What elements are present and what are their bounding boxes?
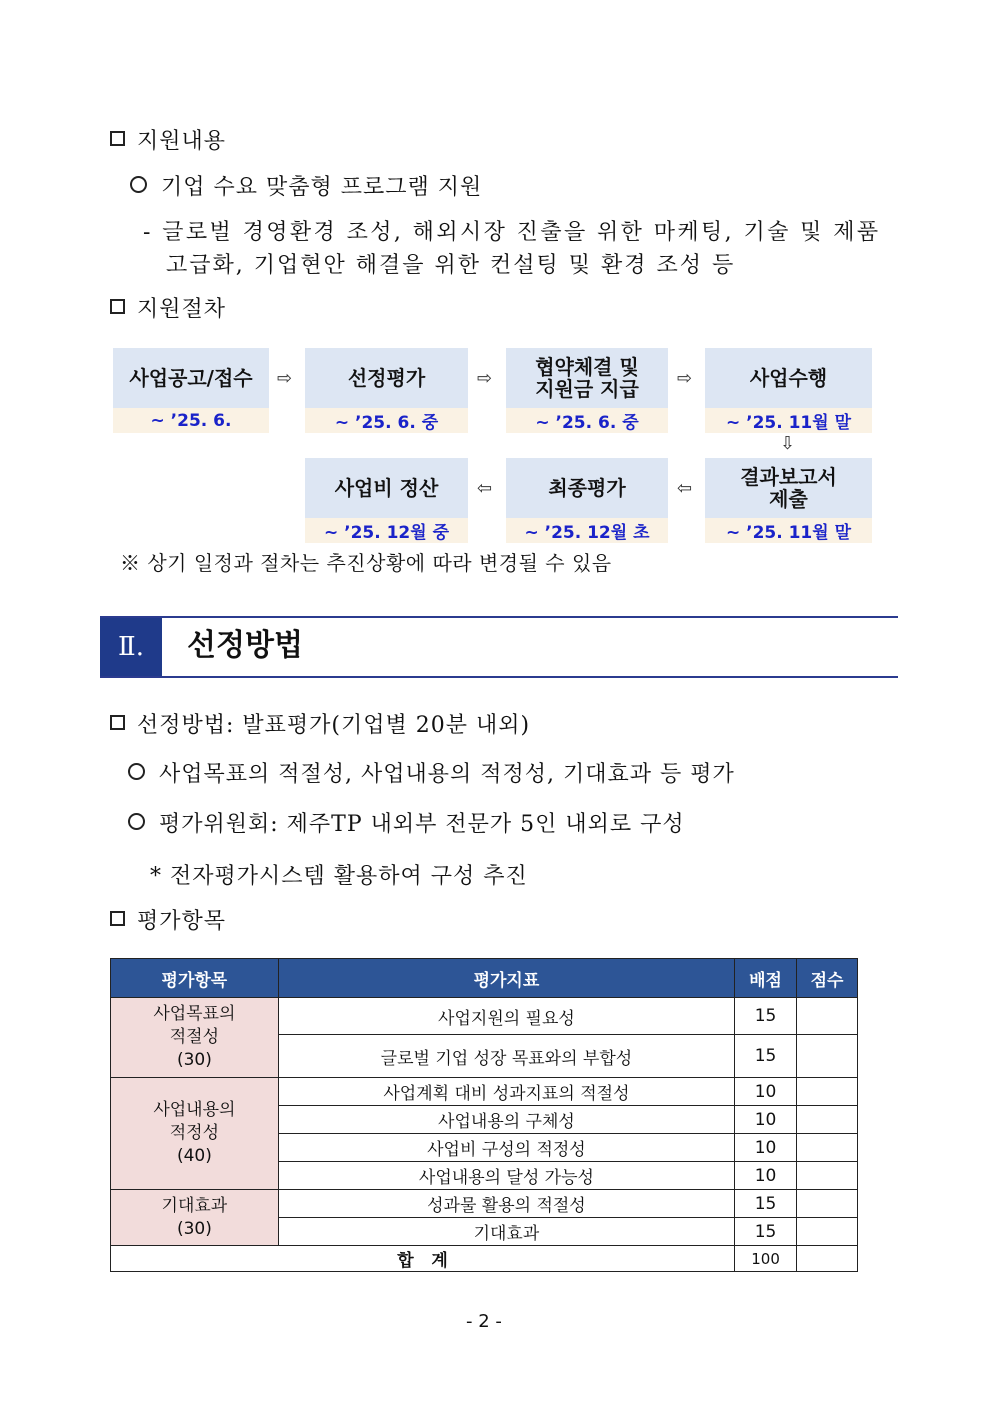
eval-heading: 평가항목 [110, 904, 226, 935]
indicator-cell: 사업계획 대비 성과지표의 적절성 [278, 1078, 734, 1106]
selection-sub-note: * 전자평가시스템 활용하여 구성 추진 [150, 864, 528, 889]
step-date-execution: ~ ’25. 11월 말 [705, 408, 872, 433]
score-cell[interactable] [797, 1134, 858, 1162]
score-cell[interactable] [797, 1218, 858, 1246]
step-box-report: 결과보고서 제출 [705, 458, 872, 518]
score-cell[interactable] [797, 1035, 858, 1078]
score-cell[interactable] [797, 1190, 858, 1218]
step-date-final-eval: ~ ’25. 12월 초 [506, 518, 668, 543]
indicator-cell: 사업비 구성의 적정성 [278, 1134, 734, 1162]
selection-method: 선정방법: 발표평가(기업별 20분 내외) [110, 708, 530, 739]
header-score: 점수 [797, 959, 858, 998]
step-box-settlement: 사업비 정산 [305, 458, 468, 518]
section-rule-top [100, 616, 898, 618]
circle-bullet-icon [128, 763, 145, 780]
table-row [111, 998, 858, 1035]
selection-item-1: 사업목표의 적절성, 사업내용의 적정성, 기대효과 등 평가 [128, 757, 735, 788]
square-bullet-icon [110, 299, 125, 314]
step-date-selection: ~ ’25. 6. 중 [305, 408, 468, 433]
total-label: 합 계 [111, 1246, 735, 1272]
points-cell: 15 [735, 1035, 797, 1078]
step-date-settlement: ~ ’25. 12월 중 [305, 518, 468, 543]
score-cell[interactable] [797, 1106, 858, 1134]
square-bullet-icon [110, 131, 125, 146]
score-cell[interactable] [797, 1078, 858, 1106]
arrow-right-icon: ⇨ [277, 368, 293, 389]
indicator-cell: 사업지원의 필요성 [278, 998, 734, 1035]
total-row [111, 1246, 858, 1272]
header-indicator: 평가지표 [278, 959, 734, 998]
step-box-final-eval: 최종평가 [506, 458, 668, 518]
points-cell: 10 [735, 1134, 797, 1162]
section-rule-bottom [100, 676, 898, 678]
selection-item-2: 평가위원회: 제주TP 내외부 전문가 5인 내외로 구성 [128, 807, 685, 838]
circle-bullet-icon [130, 176, 147, 193]
score-cell[interactable] [797, 1162, 858, 1190]
section-title: 선정방법 [187, 628, 303, 663]
circle-bullet-icon [128, 813, 145, 830]
arrow-left-icon: ⇦ [477, 478, 493, 499]
step-box-announcement: 사업공고/접수 [113, 348, 269, 408]
table-row [111, 1078, 858, 1106]
support-content-detail-2: 고급화, 기업현안 해결을 위한 컨설팅 및 환경 조성 등 [166, 253, 736, 278]
arrow-right-icon: ⇨ [477, 368, 493, 389]
category-cell: 사업내용의 적정성 (40) [111, 1078, 279, 1190]
header-category: 평가항목 [111, 959, 279, 998]
page-number: - 2 - [466, 1311, 502, 1332]
step-box-execution: 사업수행 [705, 348, 872, 408]
procedure-heading: 지원절차 [110, 292, 226, 323]
square-bullet-icon [110, 911, 125, 926]
score-cell[interactable] [797, 998, 858, 1035]
support-content-detail-1: - 글로벌 경영환경 조성, 해외시장 진출을 위한 마케팅, 기술 및 제품 [143, 220, 881, 245]
points-cell: 10 [735, 1106, 797, 1134]
points-cell: 15 [735, 1190, 797, 1218]
total-score-cell[interactable] [797, 1246, 858, 1272]
table-header-row [111, 959, 858, 998]
indicator-cell: 성과물 활용의 적절성 [278, 1190, 734, 1218]
square-bullet-icon [110, 715, 125, 730]
total-points: 100 [735, 1246, 797, 1272]
step-date-report: ~ ’25. 11월 말 [705, 518, 872, 543]
points-cell: 15 [735, 998, 797, 1035]
step-box-agreement: 협약체결 및 지원금 지급 [506, 348, 668, 408]
arrow-left-icon: ⇦ [677, 478, 693, 499]
procedure-note: ※ 상기 일정과 절차는 추진상황에 따라 변경될 수 있음 [120, 551, 612, 575]
indicator-cell: 사업내용의 구체성 [278, 1106, 734, 1134]
step-box-selection: 선정평가 [305, 348, 468, 408]
support-content-heading: 지원내용 [110, 124, 226, 155]
category-cell: 사업목표의 적절성 (30) [111, 998, 279, 1078]
arrow-down-icon: ⇩ [780, 433, 796, 454]
header-points: 배점 [735, 959, 797, 998]
arrow-right-icon: ⇨ [677, 368, 693, 389]
eval-table [110, 958, 858, 1272]
support-content-item: 기업 수요 맞춤형 프로그램 지원 [130, 170, 482, 201]
step-date-announcement: ~ ’25. 6. [113, 408, 269, 433]
section-number: Ⅱ. [100, 618, 162, 676]
indicator-cell: 기대효과 [278, 1218, 734, 1246]
points-cell: 10 [735, 1078, 797, 1106]
points-cell: 10 [735, 1162, 797, 1190]
points-cell: 15 [735, 1218, 797, 1246]
step-date-agreement: ~ ’25. 6. 중 [506, 408, 668, 433]
table-row [111, 1190, 858, 1218]
category-cell: 기대효과 (30) [111, 1190, 279, 1246]
indicator-cell: 사업내용의 달성 가능성 [278, 1162, 734, 1190]
indicator-cell: 글로벌 기업 성장 목표와의 부합성 [278, 1035, 734, 1078]
